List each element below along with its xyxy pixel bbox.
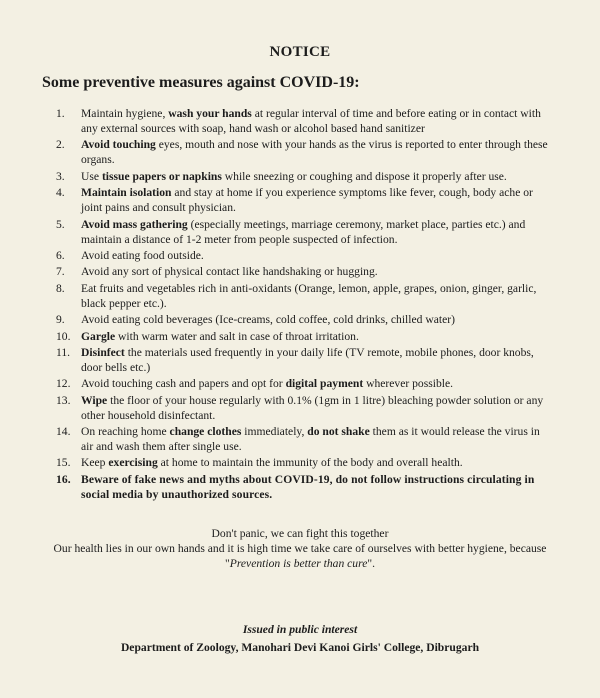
measure-text: change clothes <box>169 425 242 439</box>
measures-list <box>56 106 552 503</box>
measure-text: digital payment <box>285 377 364 391</box>
notice-footer <box>0 622 600 655</box>
measure-number: 14. <box>56 425 71 439</box>
closing-line-2-text: Our health lies in our own hands and it is high time we take care of ourselves with better hygiene, because " <box>53 542 547 570</box>
measure-text: Avoid touching <box>81 138 156 152</box>
measure-number: 7. <box>56 265 65 279</box>
measure-text: Avoid any sort of physical contact like handshaking or hugging. <box>81 265 378 279</box>
measure-text: with warm water and salt in case of throat irritation. <box>115 329 359 343</box>
measure-number: 16. <box>56 472 71 486</box>
measure-text: Eat fruits and vegetables rich in anti-oxidants (Orange, lemon, apple, grapes, onion, ginger, garlic, black pepper etc.). <box>81 281 537 310</box>
measure-text: do not shake <box>307 425 370 439</box>
closing-quote: Prevention is better than cure <box>229 557 368 570</box>
measure-text: Avoid eating cold beverages (Ice-creams, cold coffee, cold drinks, chilled water) <box>81 313 455 327</box>
measure-text: Wipe <box>81 393 108 407</box>
measure-text: Avoid mass gathering <box>81 217 188 231</box>
measure-text: Avoid eating food outside. <box>81 248 204 262</box>
closing-line-1: Don't panic, we can fight this together <box>211 527 389 540</box>
measure-text: at home to maintain the immunity of the body and overall health. <box>157 456 463 470</box>
measure-item <box>56 472 552 502</box>
measure-text: while sneezing or coughing and dispose it properly after use. <box>221 169 507 183</box>
measure-item <box>56 424 552 454</box>
closing-line-2-end: ". <box>367 557 375 570</box>
measure-number: 11. <box>56 345 71 359</box>
measure-item <box>56 137 552 167</box>
issued-line: Issued in public interest <box>242 623 358 636</box>
measure-text: wherever possible. <box>363 377 454 391</box>
measure-text: immediately, <box>241 425 308 439</box>
measure-item <box>56 329 552 344</box>
measure-number: 6. <box>56 248 65 262</box>
measure-item <box>56 345 552 375</box>
measure-text: Maintain isolation <box>81 186 172 200</box>
measure-number: 8. <box>56 281 65 295</box>
measure-number: 5. <box>56 217 65 231</box>
department-line: Department of Zoology, Manohari Devi Kanoi Girls' College, Dibrugarh <box>120 641 480 654</box>
measure-text: Use <box>81 169 102 183</box>
measure-number: 3. <box>56 169 65 183</box>
measure-text: and stay at home if you experience symptoms like fever, cough, body ache or joint pains and consult physician. <box>81 186 533 215</box>
measure-text: tissue papers or napkins <box>101 169 222 183</box>
measure-number: 4. <box>56 186 65 200</box>
measure-text: Avoid touching cash and papers and opt for <box>81 377 286 391</box>
measure-item <box>56 248 552 263</box>
measure-number: 10. <box>56 329 71 343</box>
measure-number: 15. <box>56 456 71 470</box>
measure-item <box>56 169 552 184</box>
measure-text: Beware of fake news and myths about COVID-19, do not follow instructions circulating in social media by unauthorized sources. <box>81 472 535 501</box>
measure-item <box>56 455 552 470</box>
measure-text: Gargle <box>81 329 116 343</box>
measure-text: the floor of your house regularly with 0.1% (1gm in 1 litre) bleaching powder solution or any other household disinfectant. <box>81 393 544 422</box>
measure-item <box>56 185 552 215</box>
measure-item <box>56 312 552 327</box>
measure-text: exercising <box>108 456 158 470</box>
measure-number: 2. <box>56 138 65 152</box>
measure-text: Keep <box>81 456 109 470</box>
measure-text: On reaching home <box>81 425 170 439</box>
notice-subtitle: Some preventive measures against COVID-19: <box>42 74 360 91</box>
measure-text: wash your hands <box>168 107 252 120</box>
measure-text: Disinfect <box>81 345 125 359</box>
measure-number: 13. <box>56 393 71 407</box>
measure-text: the materials used frequently in your daily life (TV remote, mobile phones, door knobs, door bells etc.) <box>81 345 534 374</box>
notice-title: NOTICE <box>269 44 331 60</box>
measure-item <box>56 376 552 391</box>
measure-number: 1. <box>56 107 65 120</box>
measure-text: Maintain hygiene, <box>81 107 169 120</box>
measure-text: (especially meetings, marriage ceremony, market place, parties etc.) and maintain a distance of 1-2 meter from people suspected of infection. <box>81 217 526 246</box>
measure-text: them as it would release the virus in air and wash them after single use. <box>81 425 540 454</box>
measure-text: eyes, mouth and nose with your hands as the virus is reported to enter through these organs. <box>81 138 548 167</box>
closing-line-2 <box>40 541 560 571</box>
closing-message <box>40 526 560 571</box>
measure-text: at regular interval of time and before eating or in contact with any external sources with soap, hand wash or alcohol based hand sanitizer <box>81 107 541 135</box>
measure-item <box>56 264 552 279</box>
measure-number: 9. <box>56 313 65 327</box>
measure-item <box>56 106 552 136</box>
measure-item <box>56 217 552 247</box>
measure-item <box>56 281 552 311</box>
measure-item <box>56 393 552 423</box>
measure-number: 12. <box>56 377 71 391</box>
